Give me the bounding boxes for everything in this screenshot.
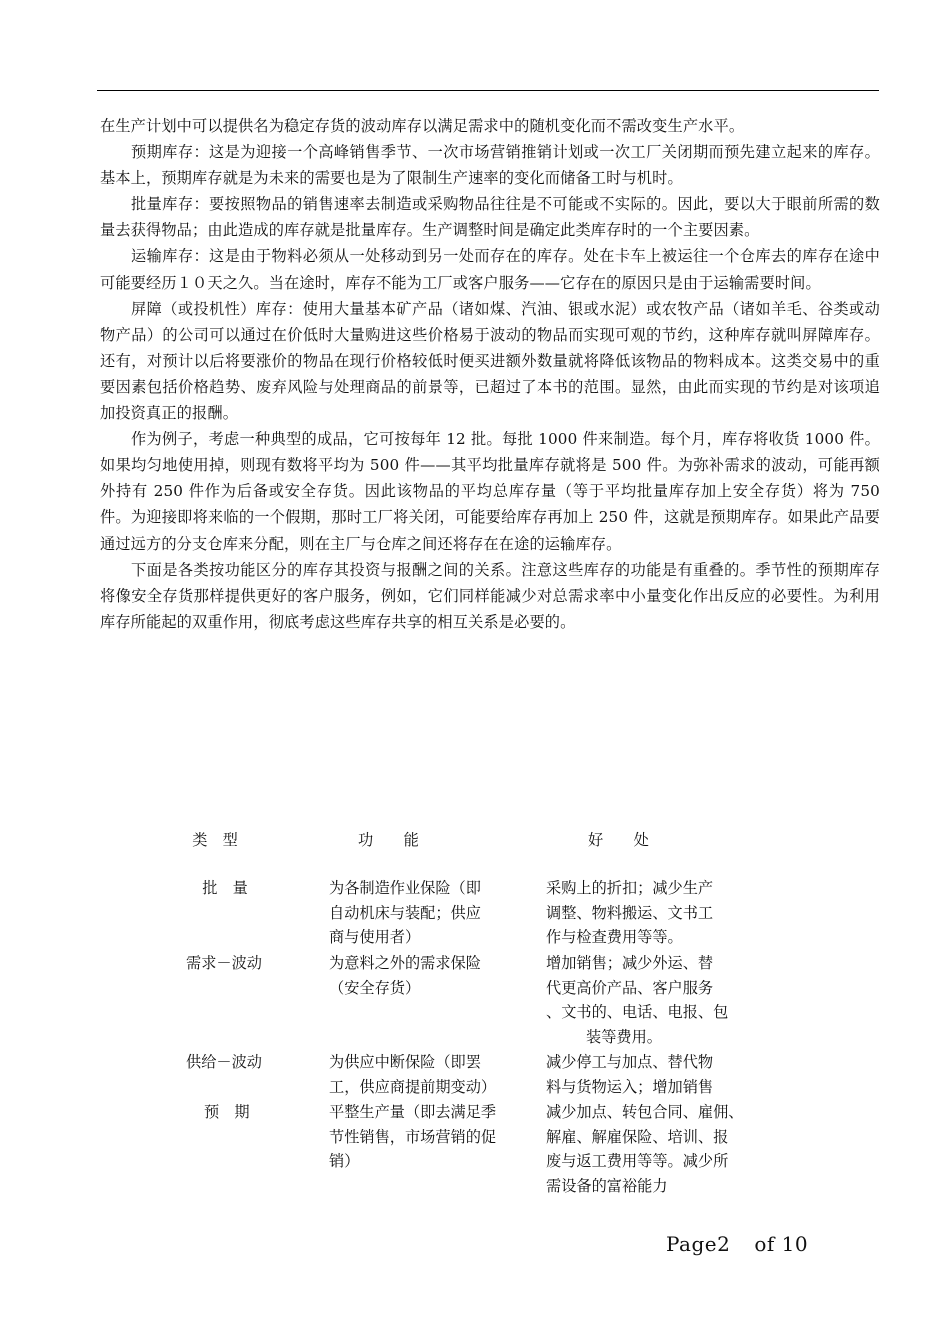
benefit-line: 采购上的折扣；减少生产: [546, 879, 714, 897]
benefit-line: 调整、物料搬运、文书工: [546, 903, 714, 922]
table-row-benefit: [546, 876, 758, 950]
table-row-function: [329, 876, 517, 950]
function-line: 自动机床与装配；供应: [329, 903, 481, 922]
table-row-benefit: [546, 1100, 758, 1198]
table-row-function: [329, 951, 517, 1000]
function-line: 销）: [329, 1152, 360, 1171]
benefit-line: 作与检查费用等等。: [546, 928, 683, 947]
benefit-line: 装等费用。: [586, 1027, 662, 1046]
paragraph: 屏障（或投机性）库存：使用大量基本矿产品（诸如煤、汽油、银或水泥）或农牧产品（诸如羊毛、谷类或动物产品）的公司可以通过在价低时大量购进这些价格易于波动的物品而实现可观的节约，这种库存就叫屏障库存。还有，对预计以后将要涨价的物品在现行价格较低时便买进额外数量就将降低该物品的物料成本。这类交易中的重要因素包括价格趋势、废弃风险与处理商品的前景等，已超过了本书的范围。显然，由此而实现的节约是对该项追加投资真正的报酬。: [100, 299, 880, 423]
benefit-line: 代更高价产品、客户服务: [546, 978, 714, 997]
function-line: 节性销售，市场营销的促: [329, 1127, 497, 1146]
table-row-type: 需求－波动: [186, 954, 262, 972]
table-row-function: [329, 1050, 517, 1099]
header-rule: [97, 90, 879, 91]
paragraph: 预期库存：这是为迎接一个高峰销售季节、一次市场营销推销计划或一次工厂关闭期而预先建立起来的库存。基本上，预期库存就是为未来的需要也是为了限制生产速率的变化而储备工时与机时。: [100, 143, 880, 188]
function-line: 工，供应商提前期变动）: [329, 1077, 497, 1096]
function-line: 为意料之外的需求保险: [329, 954, 481, 972]
page-footer: [666, 1232, 808, 1256]
paragraph: 作为例子，考虑一种典型的成品，它可按每年 12 批。每批 1000 件来制造。每个月，库存将收货 1000 件。如果均匀地使用掉，则现有数将平均为 500 件——其平均批量库存就将是 500 件。为弥补需求的波动，可能再额外持有 250 件作为后备或安全存货。因此该物品的平均总库存量（等于平均批量库存加上安全存货）将为 750 件。为迎接即将来临的一个假期，那时工厂将关闭，可能要给库存再加上 250 件，这就是预期库存。如果此产品要通过远方的分支仓库来分配，则在主厂与仓库之间还将存在在途的运输库存。: [100, 430, 880, 553]
paragraph: 下面是各类按功能区分的库存其投资与报酬之间的关系。注意这些库存的功能是有重叠的。季节性的预期库存将像安全存货那样提供更好的客户服务，例如，它们同样能减少对总需求率中小量变化作出反应的必要性。为利用库存所能起的双重作用，彻底考虑这些库存共享的相互关系是必要的。: [100, 560, 880, 631]
function-line: 平整生产量（即去满足季: [329, 1103, 497, 1121]
benefit-line: 解雇、解雇保险、培训、报: [546, 1127, 729, 1146]
page-number: Page2: [666, 1232, 731, 1256]
function-line: （安全存货）: [329, 978, 421, 997]
paragraph: 在生产计划中可以提供名为稳定存货的波动库存以满足需求中的随机变化而不需改变生产水平。: [100, 117, 745, 135]
table-header-type: 类 型: [192, 831, 238, 849]
table-header-function: 功 能: [358, 831, 419, 849]
table-row-benefit: [546, 951, 758, 1049]
benefit-line: 减少停工与加点、替代物: [546, 1053, 714, 1071]
body-text: [100, 113, 880, 635]
function-line: 为各制造作业保险（即: [329, 879, 481, 897]
table-row-type: 供给－波动: [186, 1053, 262, 1071]
benefit-line: 、文书的、电话、电报、包: [546, 1003, 729, 1022]
function-line: 为供应中断保险（即罢: [329, 1053, 481, 1071]
paragraph: 运输库存：这是由于物料必须从一处移动到另一处而存在的库存。处在卡车上被运往一个仓库去的库存在途中可能要经历１０天之久。当在途时，库存不能为工厂或客户服务——它存在的原因只是由于运输需要时间。: [100, 247, 880, 292]
paragraph: 批量库存：要按照物品的销售速率去制造或采购物品往往是不可能或不实际的。因此，要以大于眼前所需的数量去获得物品；由此造成的库存就是批量库存。生产调整时间是确定此类库存时的一个主要因素。: [100, 195, 880, 240]
function-line: 商与使用者）: [329, 928, 421, 947]
benefit-line: 废与返工费用等等。减少所: [546, 1152, 729, 1171]
benefit-line: 减少加点、转包合同、雇佣、: [546, 1103, 744, 1121]
benefit-line: 料与货物运入；增加销售: [546, 1077, 714, 1096]
table-row-type: 预 期: [204, 1103, 250, 1121]
table-row-benefit: [546, 1050, 758, 1099]
table-row-type: 批 量: [202, 879, 248, 897]
table-header-benefit: 好 处: [588, 831, 649, 849]
table-row-function: [329, 1100, 517, 1174]
benefit-line: 增加销售；减少外运、替: [546, 954, 714, 972]
benefit-line: 需设备的富裕能力: [546, 1176, 668, 1195]
page-total: of 10: [754, 1232, 809, 1256]
